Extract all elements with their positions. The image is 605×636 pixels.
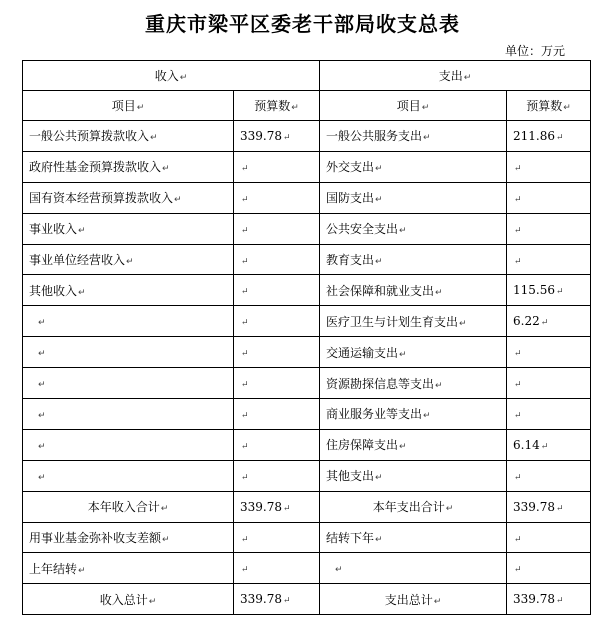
paragraph-mark-icon: ↵ bbox=[445, 504, 454, 515]
expense-item-cell-text: 资源勘探信息等支出 bbox=[326, 376, 435, 391]
expense-item-cell bbox=[320, 429, 507, 460]
paragraph-mark-icon: ↵ bbox=[556, 287, 564, 298]
income-item-cell bbox=[23, 275, 234, 306]
income-item-cell-text: 本年收入合计 bbox=[87, 500, 160, 515]
paragraph-mark-icon: ↵ bbox=[514, 380, 522, 391]
expense-item-cell-text: 支出总计 bbox=[384, 592, 433, 607]
expense-item-cell-text: 商业服务业等支出 bbox=[326, 407, 423, 422]
expense-item-cell bbox=[320, 584, 507, 615]
expense-item-cell-text: 教育支出 bbox=[326, 253, 375, 267]
income-item-cell bbox=[23, 429, 234, 460]
income-item-cell-text: 用事业基金弥补收支差额 bbox=[29, 531, 162, 546]
paragraph-mark-icon: ↵ bbox=[38, 472, 46, 483]
income-header: 收入↵ bbox=[23, 61, 320, 91]
income-value-cell bbox=[234, 491, 320, 522]
income-value-cell bbox=[234, 151, 320, 182]
paragraph-mark-icon: ↵ bbox=[375, 473, 383, 484]
income-item-cell-text: 收入总计 bbox=[99, 592, 148, 607]
expense-value-cell bbox=[507, 337, 591, 368]
expense-budget-header: 预算数↵ bbox=[507, 91, 591, 121]
table-row bbox=[23, 151, 591, 182]
paragraph-mark-icon: ↵ bbox=[162, 535, 170, 546]
paragraph-mark-icon: ↵ bbox=[435, 287, 443, 298]
expense-value-cell-text: 6.14 bbox=[513, 437, 540, 452]
expense-item-cell-text: 医疗卫生与计划生育支出 bbox=[326, 314, 459, 329]
table-row bbox=[23, 368, 591, 399]
paragraph-mark-icon: ↵ bbox=[375, 257, 383, 267]
paragraph-mark-icon: ↵ bbox=[241, 380, 249, 391]
paragraph-mark-icon: ↵ bbox=[423, 133, 431, 144]
income-value-cell bbox=[234, 306, 320, 337]
expense-item-cell bbox=[320, 337, 507, 368]
paragraph-mark-icon: ↵ bbox=[148, 596, 157, 607]
page-title: 重庆市梁平区委老干部局收支总表 bbox=[145, 12, 460, 36]
income-item-cell-text: 一般公共预算拨款收入 bbox=[29, 129, 150, 144]
paragraph-mark-icon: ↵ bbox=[38, 318, 46, 329]
expense-header: 支出↵ bbox=[320, 61, 591, 91]
subtotal-row bbox=[23, 491, 591, 522]
income-value-cell bbox=[234, 121, 320, 152]
expense-item-cell bbox=[320, 244, 507, 275]
unit-label: 单位：万元 bbox=[504, 44, 565, 58]
column-header-row bbox=[23, 91, 591, 121]
expense-value-cell-text: 211.86 bbox=[513, 128, 555, 143]
paragraph-mark-icon: ↵ bbox=[162, 164, 170, 175]
paragraph-mark-icon: ↵ bbox=[78, 565, 86, 576]
paragraph-mark-icon: ↵ bbox=[423, 411, 431, 422]
paragraph-mark-icon: ↵ bbox=[38, 410, 46, 421]
expense-value-cell bbox=[507, 182, 591, 213]
expense-item-cell bbox=[320, 368, 507, 399]
expense-value-cell bbox=[507, 244, 591, 275]
table-row bbox=[23, 337, 591, 368]
expense-value-cell-text: 115.56 bbox=[513, 283, 555, 298]
paragraph-mark-icon: ↵ bbox=[375, 535, 383, 546]
paragraph-mark-icon: ↵ bbox=[38, 349, 46, 360]
paragraph-mark-icon: ↵ bbox=[514, 225, 522, 236]
income-value-cell bbox=[234, 275, 320, 306]
paragraph-mark-icon: ↵ bbox=[38, 441, 46, 452]
table-row bbox=[23, 306, 591, 337]
expense-item-cell bbox=[320, 151, 507, 182]
expense-item-cell-text: 交通运输支出 bbox=[326, 345, 399, 360]
paragraph-mark-icon: ↵ bbox=[459, 318, 467, 329]
paragraph-mark-icon: ↵ bbox=[514, 472, 522, 483]
paragraph-mark-icon: ↵ bbox=[241, 318, 249, 329]
paragraph-mark-icon: ↵ bbox=[150, 133, 158, 144]
paragraph-mark-icon: ↵ bbox=[514, 349, 522, 360]
expense-item-cell bbox=[320, 306, 507, 337]
paragraph-mark-icon: ↵ bbox=[540, 441, 549, 452]
income-item-cell bbox=[23, 182, 234, 213]
income-value-cell bbox=[234, 368, 320, 399]
income-value-cell bbox=[234, 337, 320, 368]
table-row bbox=[23, 244, 591, 275]
income-item-cell bbox=[23, 553, 234, 584]
table-row bbox=[23, 121, 591, 152]
paragraph-mark-icon: ↵ bbox=[241, 441, 249, 452]
expense-item-cell-text: 住房保障支出 bbox=[326, 438, 399, 453]
income-item-cell bbox=[23, 306, 234, 337]
expense-item-cell bbox=[320, 460, 507, 491]
budget-table bbox=[22, 60, 591, 615]
paragraph-mark-icon: ↵ bbox=[283, 503, 291, 514]
income-item-cell-text: 上年结转 bbox=[29, 561, 78, 576]
paragraph-mark-icon: ↵ bbox=[78, 287, 86, 298]
expense-value-cell bbox=[507, 399, 591, 430]
paragraph-mark-icon: ↵ bbox=[78, 226, 86, 237]
expense-item-cell-text: 外交支出 bbox=[326, 160, 375, 175]
expense-value-cell bbox=[507, 584, 591, 615]
budget-table-body bbox=[23, 61, 591, 615]
paragraph-mark-icon: ↵ bbox=[433, 596, 442, 607]
income-value-cell bbox=[234, 460, 320, 491]
income-item-cell bbox=[23, 121, 234, 152]
paragraph-mark-icon: ↵ bbox=[241, 349, 249, 360]
table-row bbox=[23, 399, 591, 430]
income-value-cell bbox=[234, 182, 320, 213]
paragraph-mark-icon: ↵ bbox=[241, 410, 249, 421]
table-row bbox=[23, 522, 591, 553]
expense-value-cell bbox=[507, 151, 591, 182]
expense-value-cell bbox=[507, 522, 591, 553]
paragraph-mark-icon: ↵ bbox=[514, 194, 522, 205]
expense-item-cell bbox=[320, 182, 507, 213]
paragraph-mark-icon: ↵ bbox=[160, 504, 169, 515]
expense-value-cell bbox=[507, 275, 591, 306]
paragraph-mark-icon: ↵ bbox=[375, 164, 383, 175]
income-item-cell bbox=[23, 244, 234, 275]
expense-item-cell bbox=[320, 121, 507, 152]
paragraph-mark-icon: ↵ bbox=[556, 503, 564, 514]
paragraph-mark-icon: ↵ bbox=[540, 318, 549, 329]
paragraph-mark-icon: ↵ bbox=[241, 256, 249, 267]
expense-item-cell bbox=[320, 553, 507, 584]
table-row bbox=[23, 553, 591, 584]
income-value-cell bbox=[234, 522, 320, 553]
income-item-cell bbox=[23, 337, 234, 368]
table-row bbox=[23, 213, 591, 244]
paragraph-mark-icon: ↵ bbox=[435, 380, 443, 391]
paragraph-mark-icon: ↵ bbox=[241, 472, 249, 483]
paragraph-mark-icon: ↵ bbox=[241, 534, 249, 545]
paragraph-mark-icon: ↵ bbox=[335, 565, 343, 576]
income-item-cell-text: 其他收入 bbox=[29, 283, 78, 298]
expense-item-cell-text: 结转下年 bbox=[326, 531, 375, 546]
expense-item-cell bbox=[320, 399, 507, 430]
income-value-cell bbox=[234, 244, 320, 275]
total-row bbox=[23, 584, 591, 615]
paragraph-mark-icon: ↵ bbox=[241, 225, 249, 236]
income-value-cell bbox=[234, 399, 320, 430]
income-item-cell bbox=[23, 491, 234, 522]
paragraph-mark-icon: ↵ bbox=[399, 349, 407, 360]
income-value-cell-text: 339.78 bbox=[240, 592, 282, 607]
expense-value-cell bbox=[507, 368, 591, 399]
expense-item-cell-text: 一般公共服务支出 bbox=[326, 129, 423, 144]
expense-item-cell-text: 其他支出 bbox=[326, 469, 375, 484]
expense-value-cell bbox=[507, 491, 591, 522]
table-row bbox=[23, 275, 591, 306]
income-item-cell-text: 事业收入 bbox=[29, 222, 78, 237]
paragraph-mark-icon: ↵ bbox=[514, 256, 522, 267]
expense-value-cell-text: 339.78 bbox=[513, 499, 555, 514]
paragraph-mark-icon: ↵ bbox=[241, 287, 249, 298]
paragraph-mark-icon: ↵ bbox=[241, 565, 249, 576]
income-item-cell-text: 政府性基金预算拨款收入 bbox=[29, 160, 162, 175]
income-item-cell-text: 事业单位经营收入 bbox=[29, 253, 126, 267]
paragraph-mark-icon: ↵ bbox=[399, 442, 407, 453]
income-item-cell bbox=[23, 584, 234, 615]
paragraph-mark-icon: ↵ bbox=[375, 195, 383, 206]
paragraph-mark-icon: ↵ bbox=[174, 195, 182, 206]
paragraph-mark-icon: ↵ bbox=[38, 380, 46, 391]
income-value-cell bbox=[234, 213, 320, 244]
expense-value-cell bbox=[507, 460, 591, 491]
income-budget-header: 预算数↵ bbox=[234, 91, 320, 121]
paragraph-mark-icon: ↵ bbox=[514, 410, 522, 421]
expense-item-cell-text: 公共安全支出 bbox=[326, 222, 399, 237]
expense-item-cell bbox=[320, 275, 507, 306]
income-value-cell bbox=[234, 429, 320, 460]
income-item-cell bbox=[23, 151, 234, 182]
paragraph-mark-icon: ↵ bbox=[399, 226, 407, 237]
paragraph-mark-icon: ↵ bbox=[514, 163, 522, 174]
expense-value-cell bbox=[507, 121, 591, 152]
income-value-cell-text: 339.78 bbox=[240, 499, 282, 514]
income-item-cell bbox=[23, 522, 234, 553]
table-row bbox=[23, 182, 591, 213]
section-header-row bbox=[23, 61, 591, 91]
table-row bbox=[23, 460, 591, 491]
paragraph-mark-icon: ↵ bbox=[283, 596, 291, 607]
paragraph-mark-icon: ↵ bbox=[241, 194, 249, 205]
income-item-cell bbox=[23, 213, 234, 244]
paragraph-mark-icon: ↵ bbox=[241, 163, 249, 174]
income-item-cell bbox=[23, 460, 234, 491]
expense-item-header: 项目↵ bbox=[320, 91, 507, 121]
expense-item-cell bbox=[320, 213, 507, 244]
expense-item-cell bbox=[320, 522, 507, 553]
income-item-header: 项目↵ bbox=[23, 91, 234, 121]
expense-item-cell-text: 国防支出 bbox=[326, 191, 375, 206]
paragraph-mark-icon: ↵ bbox=[514, 565, 522, 576]
expense-value-cell-text: 6.22 bbox=[513, 314, 540, 329]
expense-value-cell bbox=[507, 429, 591, 460]
income-value-cell bbox=[234, 553, 320, 584]
expense-value-cell-text: 339.78 bbox=[513, 592, 555, 607]
paragraph-mark-icon: ↵ bbox=[514, 534, 522, 545]
income-item-cell bbox=[23, 368, 234, 399]
paragraph-mark-icon: ↵ bbox=[556, 596, 564, 607]
income-item-cell bbox=[23, 399, 234, 430]
paragraph-mark-icon: ↵ bbox=[283, 132, 291, 143]
income-item-cell-text: 国有资本经营预算拨款收入 bbox=[29, 191, 174, 206]
expense-item-cell bbox=[320, 491, 507, 522]
expense-value-cell bbox=[507, 306, 591, 337]
paragraph-mark-icon: ↵ bbox=[126, 257, 134, 267]
paragraph-mark-icon: ↵ bbox=[556, 132, 564, 143]
expense-value-cell bbox=[507, 553, 591, 584]
expense-item-cell-text: 本年支出合计 bbox=[372, 500, 445, 515]
income-value-cell-text: 339.78 bbox=[240, 128, 282, 143]
table-row bbox=[23, 429, 591, 460]
expense-value-cell bbox=[507, 213, 591, 244]
income-value-cell bbox=[234, 584, 320, 615]
expense-item-cell-text: 社会保障和就业支出 bbox=[326, 283, 435, 298]
